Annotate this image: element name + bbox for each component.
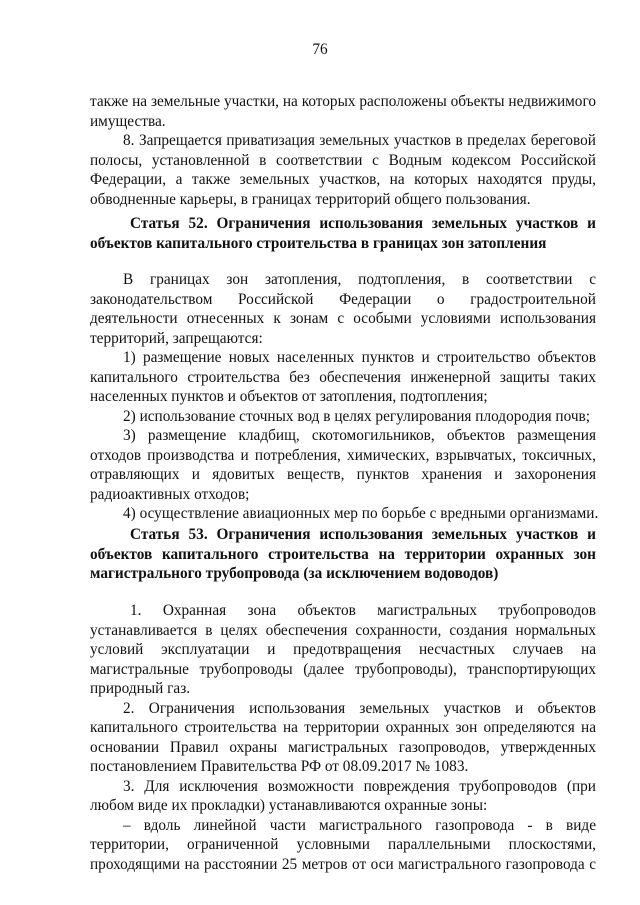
text-line: проходящими на расстоянии 25 метров от оси магистрального газопровода с — [90, 855, 596, 873]
text-line: природный газ. — [90, 680, 191, 697]
text-line: отравляющих и ядовитых веществ, пунктов хранения и захоронения — [90, 466, 596, 483]
heading-line: Статья 52. Ограничения использования земельных участков и — [130, 215, 596, 232]
text-line: территорий, запрещаются: — [90, 329, 263, 347]
text-line: законодательством Российской Федерации о градостроительной — [90, 290, 596, 308]
heading-line: объектов капитального строительства на территории охранных зон — [90, 545, 596, 563]
text-line: отходов производства и потребления, химических, взрывчатых, токсичных, — [90, 446, 596, 464]
heading-line: магистрального трубопровода (за исключением водоводов) — [90, 565, 499, 582]
text-line: имущества. — [90, 112, 166, 130]
text-line: полосы, установленной в соответствии с Водным кодексом Российской — [90, 151, 596, 169]
text-line: условий эксплуатации и предотвращения несчастных случаев на — [90, 641, 596, 658]
text-line: устанавливается в целях обеспечения сохранности, создания нормальных — [90, 621, 596, 639]
list-item: 3. Для исключения возможности повреждения трубопроводов (при — [123, 777, 596, 795]
list-item: 1) размещение новых населенных пунктов и строительство объектов — [123, 349, 596, 366]
text-line: территории, ограниченной условными параллельными плоскостями, — [90, 836, 596, 853]
text-line: Федерации, а также земельных участков, на которых находятся пруды, — [90, 171, 596, 188]
article-52-heading — [90, 214, 596, 253]
text-line: населенных пунктов и объектов от затопления, подтопления; — [90, 388, 488, 405]
heading-line: объектов капитального строительства в границах зон затопления — [90, 234, 547, 252]
text-line: обводненные карьеры, в границах территорий общего пользования. — [90, 190, 531, 208]
text-line: радиоактивных отходов; — [90, 485, 250, 503]
list-item: 2. Ограничения использования земельных участков и объектов — [123, 699, 596, 717]
list-item: 1. Охранная зона объектов магистральных трубопроводов — [130, 602, 596, 619]
article-53-heading — [90, 525, 596, 584]
page-number: 76 — [312, 41, 328, 58]
list-item: – вдоль линейной части магистрального газопровода - в виде — [123, 816, 596, 834]
list-item: 4) осуществление авиационных мер по борьбе с вредными организмами. — [123, 505, 599, 522]
text-line: капитального строительства на территории охранных зон определяются на — [90, 719, 596, 736]
list-item: 2) использование сточных вод в целях регулирования плодородия почв; — [123, 407, 591, 425]
text-line: магистральные трубопроводы (далее трубопроводы), транспортирующих — [90, 660, 596, 678]
article-53-body — [90, 601, 596, 874]
text-line: деятельности отнесенных к зонам с особыми условиями использования — [90, 310, 596, 327]
text-line: постановлением Правительства РФ от 08.09.2017 № 1083. — [90, 758, 469, 775]
text-line: также на земельные участки, на которых расположены объекты недвижимого — [90, 93, 596, 110]
text-line: любом виде их прокладки) устанавливаются охранные зоны: — [90, 797, 488, 814]
text-line: основании Правил охраны магистральных газопроводов, утвержденных — [90, 738, 596, 756]
text-line: В границах зон затопления, подтопления, в соответствии с — [123, 271, 596, 288]
heading-line: Статья 53. Ограничения использования земельных участков и — [130, 526, 596, 543]
intro-section — [90, 92, 596, 209]
article-52-body — [90, 270, 599, 524]
list-item: 3) размещение кладбищ, скотомогильников, объектов размещения — [123, 427, 596, 444]
text-line: 8. Запрещается приватизация земельных участков в пределах береговой — [123, 132, 596, 149]
text-line: капитального строительства без обеспечения инженерной защиты таких — [90, 368, 596, 386]
